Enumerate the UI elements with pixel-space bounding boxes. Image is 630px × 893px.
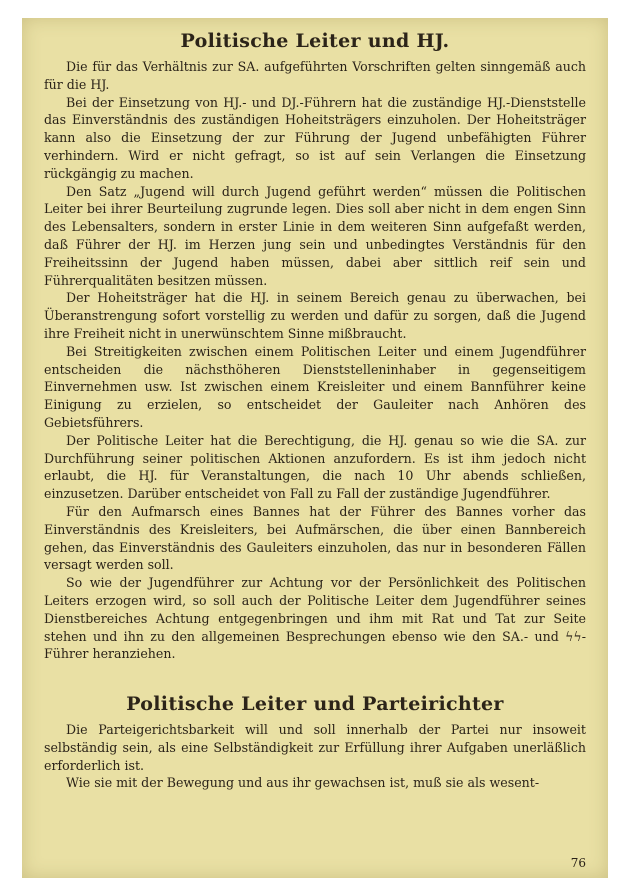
paragraph: Bei Streitigkeiten zwischen einem Politischen Leiter und einem Jugendführer entscheiden die nächsthöheren Dienststelleninhaber in gegenseitigem Einvernehmen usw. Ist zwischen einem Kreisleiter und einem Bannführer keine Einigung zu erzielen, so entscheidet der Gauleiter nach Anhören des Gebietsführers. [44,343,586,430]
paragraph: Der Hoheitsträger hat die HJ. in seinem Bereich genau zu überwachen, bei Überanstrengung sofort vorstellig zu werden und dafür zu sorgen, daß die Jugend ihre Freiheit nicht in unerwünschtem Sinne mißbraucht. [44,290,586,341]
paragraph: Die für das Verhältnis zur SA. aufgeführten Vorschriften gelten sinngemäß auch für die HJ. [44,59,586,92]
paragraph: Der Politische Leiter hat die Berechtigung, die HJ. genau so wie die SA. zur Durchführung seiner politischen Aktionen anzufordern. Es ist ihm jedoch nicht erlaubt, die HJ. für Veranstaltungen, die nach 10 Uhr abends schließen, einzusetzen. Darüber entscheidet von Fall zu Fall der zuständige Jugendführer. [44,432,586,502]
page-content [44,30,586,792]
page-number: 76 [570,856,586,870]
book-page [22,18,608,878]
paragraph: So wie der Jugendführer zur Achtung vor der Persönlichkeit des Politischen Leiters erzogen wird, so soll auch der Politische Leiter dem Jugendführer seines Dienstbereiches Achtung entgegenbringen und ihm mit Rat und Tat zur Seite stehen und ihn zu den allgemeinen Besprechungen ebenso wie den SA.- und ϟϟ-Führer heranziehen. [44,575,586,662]
paragraph: Bei der Einsetzung von HJ.- und DJ.-Führern hat die zuständige HJ.-Dienststelle das Einverständnis des zuständigen Hoheitsträgers einzuholen. Der Hoheitsträger kann also die Einsetzung der zur Führung der Jugend unbefähigten Führer verhindern. Wird er nicht gefragt, so ist auf sein Verlangen die Einsetzung rückgängig zu machen. [44,94,586,181]
section-title-hj: Politische Leiter und HJ. [180,30,450,52]
paragraph: Für den Aufmarsch eines Bannes hat der Führer des Bannes vorher das Einverständnis des Kreisleiters, bei Aufmärschen, die über einen Bannbereich gehen, das Einverständnis des Gauleiters einzuholen, das nur in besonderen Fällen versagt werden soll. [44,503,586,573]
section-title-parteirichter: Politische Leiter und Parteirichter [126,693,504,716]
paragraph: Den Satz „Jugend will durch Jugend geführt werden“ müssen die Politischen Leiter bei ihrer Beurteilung zugrunde legen. Dies soll aber nicht in dem engen Sinn des Lebensalters, sondern in erster Linie in dem weiteren Sinn aufgefaßt werden, daß Führer der HJ. im Herzen jung sein und unbedingtes Verständnis für den Freiheitssinn der Jugend haben müssen, dabei aber sittlich reif sein und Führerqualitäten besitzen müssen. [44,183,586,288]
paragraph: Die Parteigerichtsbarkeit will und soll innerhalb der Partei nur insoweit selbständig sein, als eine Selbständigkeit zur Erfüllung ihrer Aufgaben unerläßlich erforderlich ist. [44,722,586,773]
paragraph: Wie sie mit der Bewegung und aus ihr gewachsen ist, muß sie als wesent- [66,775,540,791]
